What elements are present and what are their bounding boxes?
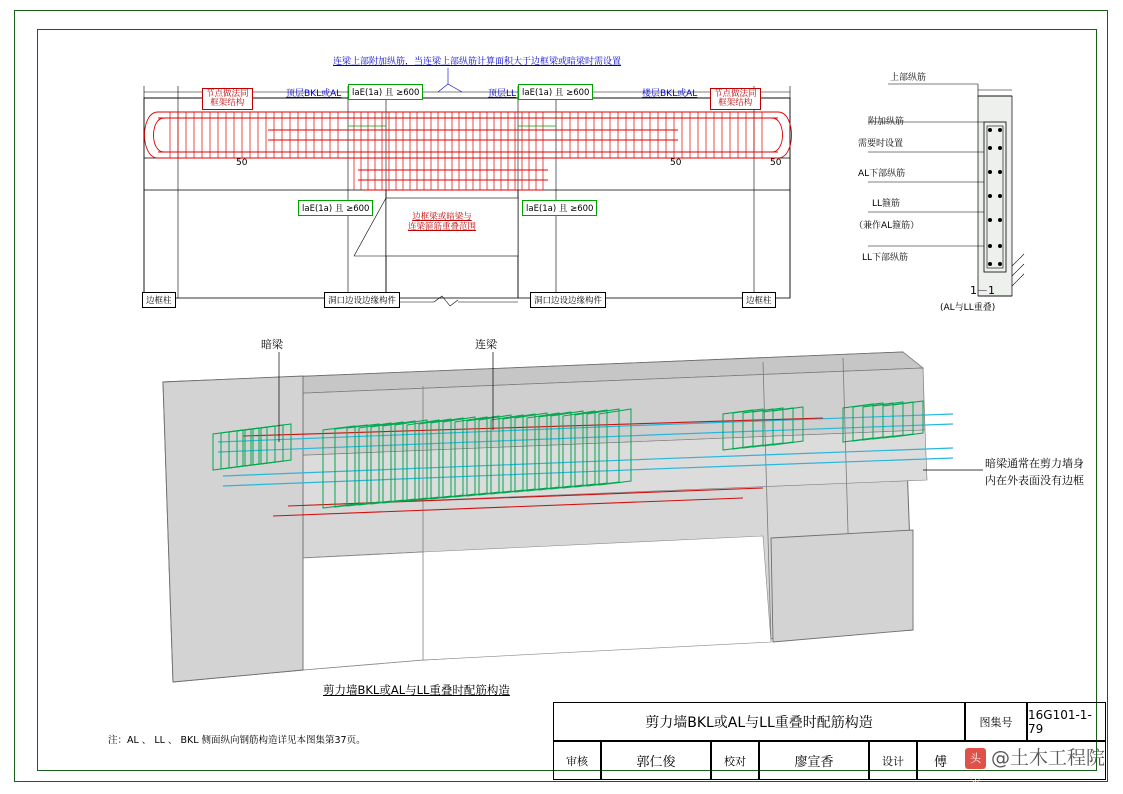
drawing-inner-border bbox=[37, 29, 1097, 771]
label-floor-bkl-right: 楼层BKL或AL bbox=[642, 89, 698, 99]
dim-50-right: 50 bbox=[770, 158, 782, 168]
label-al-bottom: AL下部纵筋 bbox=[858, 169, 906, 179]
label-edge-member-right: 洞口边设边缘构件 bbox=[530, 292, 606, 308]
label-ll-stirrup-note: （兼作AL箍筋） bbox=[854, 221, 920, 231]
label-lian-liang: 连梁 bbox=[475, 338, 497, 351]
elevation-diagram bbox=[118, 40, 818, 310]
isometric-svg bbox=[123, 330, 1043, 690]
label-col-right: 边框柱 bbox=[742, 292, 776, 308]
review-name: 郭仁俊 bbox=[601, 741, 711, 780]
iso-caption: 剪力墙BKL或AL与LL重叠时配筋构造 bbox=[323, 683, 510, 697]
drawing-title: 剪力墙BKL或AL与LL重叠时配筋构造 bbox=[553, 702, 965, 741]
dim-50-mid: 50 bbox=[670, 158, 682, 168]
dim-lae-3: laE(1a) 且 ≥600 bbox=[298, 200, 373, 216]
section-subtitle: (AL与LL重叠) bbox=[940, 303, 996, 313]
section-1-1 bbox=[828, 60, 1078, 320]
dim-lae-1: laE(1a) 且 ≥600 bbox=[348, 84, 423, 100]
label-ll-bottom: LL下部纵筋 bbox=[862, 253, 909, 263]
check-name: 廖宣香 bbox=[759, 741, 869, 780]
section-title: 1－1 bbox=[970, 284, 995, 297]
design-name: 傅 bbox=[917, 741, 1106, 780]
drawing-sheet-border bbox=[14, 10, 1108, 782]
label-col-left: 边框柱 bbox=[142, 292, 176, 308]
overlap-range-note: 边框梁或暗梁与 连梁箍筋重叠范围 bbox=[408, 212, 477, 233]
toutiao-logo-icon: 头条 bbox=[965, 748, 986, 769]
check-label: 校对 bbox=[711, 741, 759, 780]
watermark bbox=[965, 743, 1105, 786]
atlas-number: 16G101-1-79 bbox=[1027, 702, 1106, 741]
watermark-text: @土木工程院 bbox=[990, 747, 1105, 769]
label-ll-stirrup: LL箍筋 bbox=[872, 199, 901, 209]
isometric-view bbox=[123, 330, 1084, 697]
node-note-left: 节点做法同 框架结构 bbox=[202, 88, 253, 110]
design-label: 设计 bbox=[869, 741, 917, 780]
top-note: 连梁上部附加纵筋，当连梁上部纵筋计算面积大于边框梁或暗梁时需设置 bbox=[333, 57, 622, 67]
review-label: 审核 bbox=[553, 741, 601, 780]
label-top-bkl-left: 顶层BKL或AL bbox=[286, 89, 342, 99]
label-edge-member-left: 洞口边设边缘构件 bbox=[324, 292, 400, 308]
label-top-bar: 上部纵筋 bbox=[890, 73, 927, 83]
section-svg bbox=[828, 60, 1078, 320]
label-extra-bar: 附加纵筋 bbox=[868, 117, 905, 127]
label-an-liang: 暗梁 bbox=[261, 338, 283, 351]
label-ll-mid: 顶层LL bbox=[488, 89, 517, 99]
dim-lae-4: laE(1a) 且 ≥600 bbox=[522, 200, 597, 216]
iso-right-note: 暗梁通常在剪力墙身 内在外表面没有边框 bbox=[985, 457, 1084, 487]
footnote: 注：AL 、 LL 、 BKL 侧面纵向钢筋构造详见本图集第37页。 bbox=[108, 735, 366, 746]
elevation-svg bbox=[118, 40, 818, 310]
dim-50-left: 50 bbox=[236, 158, 248, 168]
dim-lae-2: laE(1a) 且 ≥600 bbox=[518, 84, 593, 100]
node-note-right: 节点做法同 框架结构 bbox=[710, 88, 761, 110]
label-extra-bar-note: 需要时设置 bbox=[858, 139, 904, 149]
atlas-label: 图集号 bbox=[965, 702, 1027, 741]
